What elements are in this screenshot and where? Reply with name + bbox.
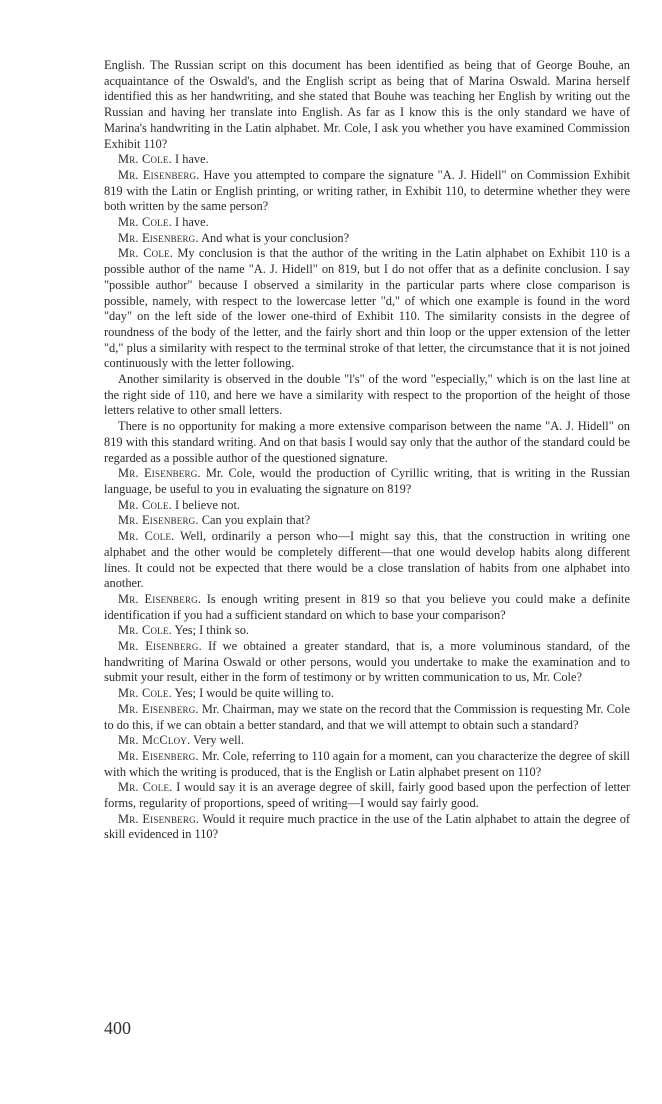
transcript-paragraph <box>104 215 630 231</box>
paragraph-text: Well, ordinarily a person who—I might say this, that the construction in writing one alphabet and the other would be completely different—that one would develop habits along different lines. It could not be expected that there would be a close translation of habits from one alphabet into another. <box>104 529 630 591</box>
transcript-paragraph <box>104 702 630 733</box>
transcript-paragraph <box>104 419 630 466</box>
paragraph-text: Yes; I would be quite willing to. <box>174 686 334 701</box>
transcript-paragraph <box>104 246 630 372</box>
transcript-paragraph <box>104 780 630 811</box>
transcript-paragraph <box>104 529 630 592</box>
paragraph-text: Is enough writing present in 819 so that you believe you could make a definite identification if you had a sufficient standard on which to base your comparison? <box>104 591 630 622</box>
speaker-name: Mr. Eisenberg. <box>118 591 202 606</box>
paragraph-text: I believe not. <box>174 497 241 512</box>
paragraph-text: Another similarity is observed in the double "l's" of the word "especially," which is on the last line at the right side of 110, and here we have a similarity with respect to the proportion of the height of those letters relative to other small letters. <box>104 372 630 418</box>
transcript-paragraph <box>104 592 630 623</box>
speaker-name: Mr. Eisenberg. <box>118 639 202 654</box>
paragraph-text: And what is your conclusion? <box>201 230 350 245</box>
speaker-name: Mr. Eisenberg. <box>118 513 199 528</box>
paragraph-text: I have. <box>174 152 209 167</box>
paragraph-text: If we obtained a greater standard, that is, a more voluminous standard, of the handwriting of Marina Oswald or other persons, would you undertake to make the examination and to submit your result, either in the form of testimony or by written communication to us, Mr. Cole? <box>104 639 631 685</box>
paragraph-text: Mr. Cole, would the production of Cyrillic writing, that is writing in the Russian language, be useful to you in evaluating the signature on 819? <box>104 466 630 496</box>
speaker-name: Mr. Cole. <box>118 152 172 167</box>
speaker-name: Mr. Eisenberg. <box>118 230 199 245</box>
paragraph-text: My conclusion is that the author of the writing in the Latin alphabet on Exhibit 110 is a possible author of the name "A. J. Hidell" on 819, but I do not offer that as a definite conclusion. I say "possible author" because I observed a similarity in the particular parts where close comparison is possible, namely, with respect to the lowercase letter "d," of which one example is found in the word "day" on the left side of the lower one-third of Exhibit 110. The similarity consists in the degree of roundness of the body of the letter, and the fairly short and thin loop or the upper extension of the letter "d," plus a similarity with respect to the terminal stroke of that letter, the circumstance that it is not joined continuously with the letter following. <box>104 246 630 371</box>
transcript-paragraph <box>104 231 630 247</box>
speaker-name: Mr. Eisenberg. <box>118 167 200 182</box>
transcript-paragraph <box>104 466 630 497</box>
paragraph-text: There is no opportunity for making a more extensive comparison between the name "A. J. Hidell" on 819 with this standard writing. And on that basis I would say only that the author of the standard could be regarded as a possible author of the questioned signature. <box>104 419 630 465</box>
speaker-name: Mr. Eisenberg. <box>118 701 199 716</box>
transcript-paragraph <box>104 749 630 780</box>
speaker-name: Mr. Cole. <box>118 529 175 544</box>
transcript-paragraph <box>104 639 630 686</box>
speaker-name: Mr. Eisenberg. <box>118 466 201 481</box>
speaker-name: Mr. Cole. <box>118 246 174 261</box>
paragraph-text: Would it require much practice in the use of the Latin alphabet to attain the degree of skill evidenced in 110? <box>104 811 631 842</box>
transcript-paragraph <box>104 168 630 215</box>
transcript-paragraph <box>104 498 630 514</box>
speaker-name: Mr. Cole. <box>118 623 172 638</box>
speaker-name: Mr. Cole. <box>118 686 172 701</box>
paragraph-text: Yes; I think so. <box>174 623 249 638</box>
transcript-paragraph <box>104 812 630 843</box>
paragraph-text: Can you explain that? <box>201 513 311 528</box>
transcript-paragraph <box>104 372 630 419</box>
paragraph-text: Mr. Chairman, may we state on the record that the Commission is requesting Mr. Cole to do this, if we can obtain a better standard, and that we will attempt to obtain such a standard? <box>104 701 631 732</box>
transcript-paragraph <box>104 623 630 639</box>
speaker-name: Mr. Eisenberg. <box>118 811 200 826</box>
speaker-name: Mr. Eisenberg. <box>118 748 199 763</box>
transcript-paragraph <box>104 733 630 749</box>
transcript-paragraph <box>104 152 630 168</box>
paragraph-text: I would say it is an average degree of skill, fairly good based upon the perfection of letter forms, regularity of proportions, speed of writing—I would say fairly good. <box>104 780 630 811</box>
transcript-paragraph <box>104 686 630 702</box>
paragraph-text: I have. <box>174 215 209 230</box>
speaker-name: Mr. McCloy. <box>118 733 191 748</box>
paragraph-text: Very well. <box>193 733 245 748</box>
paragraph-text: Have you attempted to compare the signature "A. J. Hidell" on Commission Exhibit 819 with the Latin or English printing, or writing rather, in Exhibit 110, to determine whether they were both written by the same person? <box>104 167 630 214</box>
transcript-body <box>104 58 630 843</box>
paragraph-text: Mr. Cole, referring to 110 again for a moment, can you characterize the degree of skill with which the writing is produced, that is the English or Latin alphabet present on 110? <box>104 748 630 779</box>
speaker-name: Mr. Cole. <box>118 780 173 795</box>
paragraph-text: English. The Russian script on this document has been identified as being that of George Bouhe, an acquaintance of the Oswald's, and the English script as being that of Marina Oswald. Marina herself identified this as her handwriting, and she stated that Bouhe was teaching her English by writing out the Russian and having her translate into English. As far as I know this is the only standard we have of Marina's handwriting in the Latin alphabet. Mr. Cole, I ask you whether you have examined Commission Exhibit 110? <box>104 58 630 151</box>
page-number: 400 <box>104 1018 131 1038</box>
transcript-paragraph <box>104 513 630 529</box>
speaker-name: Mr. Cole. <box>118 497 172 512</box>
transcript-paragraph <box>104 58 630 152</box>
speaker-name: Mr. Cole. <box>118 215 172 230</box>
